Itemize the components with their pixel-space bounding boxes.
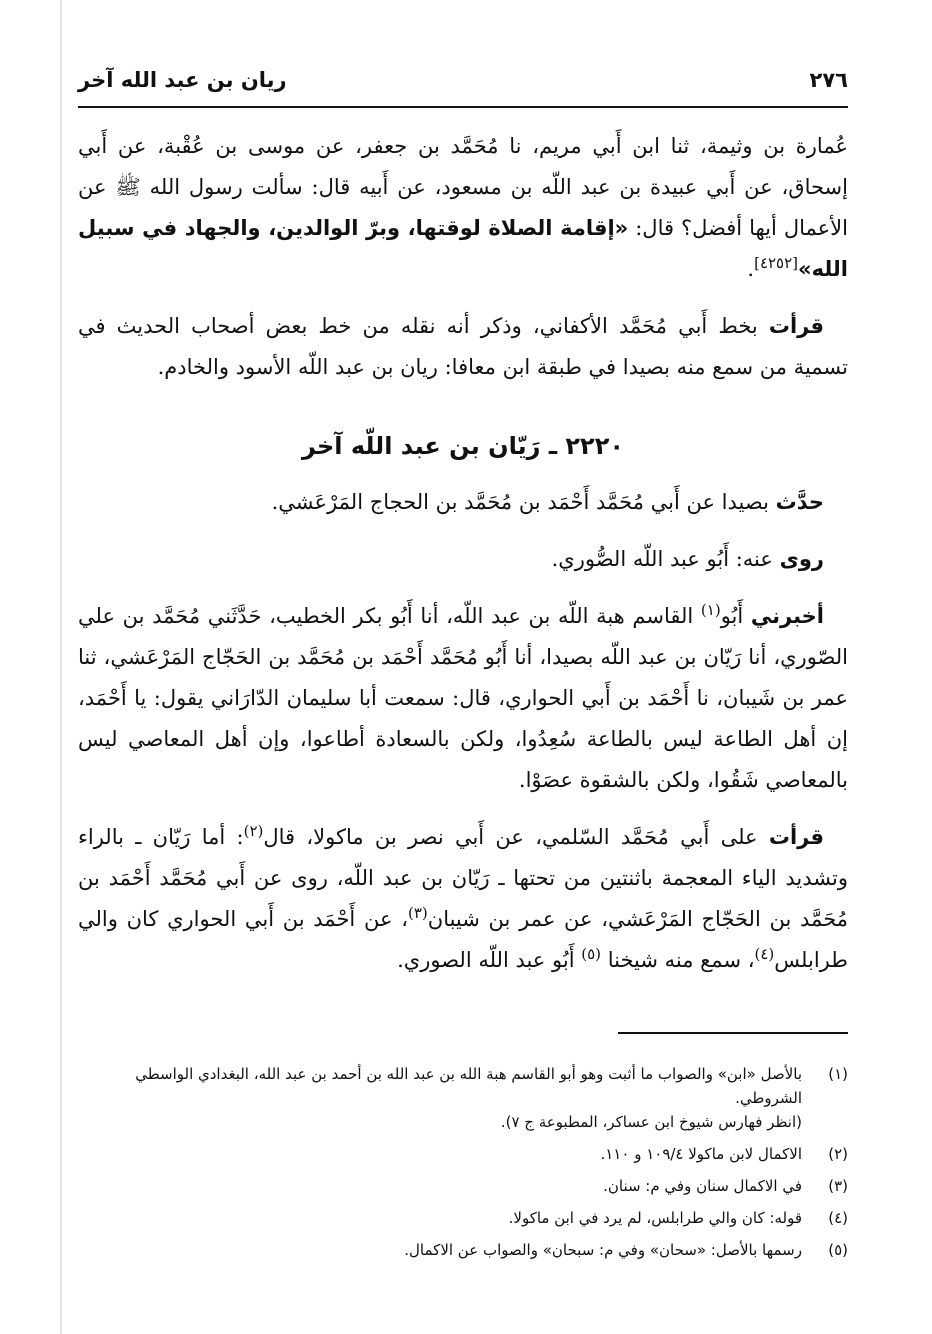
paragraph-end: .: [747, 257, 755, 281]
footnote-ref-3[interactable]: (٣): [407, 904, 428, 922]
paragraph-text: أَبُو عبد اللّه الصوري.: [397, 948, 575, 972]
footnote-text: قوله: كان والي طرابلس، لم يرد في ابن ماكولا.: [508, 1209, 802, 1227]
paragraph-text: ، سمع منه شيخنا: [607, 948, 755, 972]
footnote-text: في الاكمال سنان وفي م: سنان.: [603, 1177, 802, 1195]
lead-word: حدَّث: [775, 490, 824, 514]
page-number: ٢٧٦: [809, 68, 848, 92]
paragraph-text: : أما رَيّان ـ بالراء وتشديد الياء المعجمة باثنتين من تحتها ـ رَيّان بن عبد اللّه، روى عن أَبي مُحَمَّد أَحْمَد بن مُحَمَّد بن الحَجّاج المَرْعَشي، عن عمر بن شيبان: [78, 825, 849, 931]
footnote-5: [78, 1238, 848, 1262]
lead-word: روى: [779, 547, 824, 571]
paragraph-text: ، عن أَحْمَد بن أَبي الحواري كان والي طرابلس: [78, 907, 848, 972]
footnote-ref-2[interactable]: (٢): [243, 822, 264, 840]
footnote-number: (٥): [828, 1241, 848, 1259]
lead-word: قرأت: [768, 825, 824, 849]
hadith-text: «إقامة الصلاة لوقتها، وبرّ الوالدين، والجهاد في سبيل الله»: [78, 216, 848, 281]
header-rule: [78, 106, 848, 108]
footnote-rule: [618, 1032, 848, 1034]
footnote-number: (١): [828, 1065, 848, 1083]
lead-word: قرأت: [768, 314, 824, 338]
footnote-ref-1[interactable]: (١): [700, 601, 721, 619]
hadith-reference: [٤٢٥٢]: [754, 254, 799, 272]
paragraph-text: عنه: أَبُو عبد اللّه الصُّوري.: [551, 547, 773, 571]
paragraph-qarat-1: [78, 306, 848, 388]
paragraph-hadith: [78, 126, 848, 290]
footnote-text: (انظر فهارس شيوخ ابن عساكر، المطبوعة ج ٧).: [500, 1113, 802, 1131]
lead-word: أخبرني: [750, 604, 824, 628]
main-text: [78, 126, 848, 997]
footnote-1: [78, 1062, 848, 1134]
footnote-number: (٤): [828, 1209, 848, 1227]
running-title: ريان بن عبد الله آخر: [78, 68, 287, 92]
footnote-3: [78, 1174, 848, 1198]
footnote-text: رسمها بالأصل: «سحان» وفي م: سبحان» والصواب عن الاكمال.: [404, 1241, 802, 1259]
paragraph-text: على أَبي مُحَمَّد السّلمي، عن أَبي نصر بن ماكولا، قال: [263, 825, 758, 849]
paragraph-text: أَبُو: [720, 604, 744, 628]
footnote-text: بالأصل «ابن» والصواب ما أثبت وهو أبو القاسم هبة الله بن عبد الله بن أحمد بن عبد الله، البغدادي الواسطي الشروطي.: [135, 1065, 802, 1107]
paragraph-qarat-2: [78, 817, 848, 981]
entry-title: ٢٢٢٠ ـ رَيّان بن عبد اللّه آخر: [302, 432, 624, 460]
paragraph-text: عُمارة بن وثيمة، ثنا ابن أَبي مريم، نا مُحَمَّد بن جعفر، عن موسى بن عُقْبة، عن أَبي إسحاق، عن أَبي عبيدة بن عبد اللّه بن مسعود، عن أَبيه قال: سألت رسول الله ﷺ عن الأعمال أيها أفضل؟ قال:: [78, 134, 848, 240]
paragraph-rawa: [78, 539, 848, 580]
scan-margin-line: [60, 0, 62, 1334]
footnote-ref-4[interactable]: (٤): [754, 945, 775, 963]
footnotes: [78, 1062, 848, 1270]
paragraph-text: بصيدا عن أَبي مُحَمَّد أَحْمَد بن مُحَمَّد بن الحجاج المَرْعَشي.: [271, 490, 769, 514]
footnote-2: [78, 1142, 848, 1166]
footnote-text: الاكمال لابن ماكولا ١٠٩/٤ و ١١٠.: [600, 1145, 802, 1163]
footnote-4: [78, 1206, 848, 1230]
running-header: [78, 62, 848, 102]
footnote-number: (٣): [828, 1177, 848, 1195]
footnote-ref-5[interactable]: (٥): [581, 945, 602, 963]
paragraph-text: القاسم هبة اللّه بن عبد اللّه، أنا أَبُو بكر الخطيب، حَدَّثَني مُحَمَّد بن علي الصّوري، أنا رَيّان بن عبد اللّه بصيدا، أنا أَبُو مُحَمَّد أَحْمَد بن مُحَمَّد بن الحَجّاج المَرْعَشي، ثنا عمر بن شَيبان، نا أَحْمَد بن أَبي الحواري، قال: سمعت أبا سليمان الدّارَاني يقول: يا أَحْمَد، إن أهل الطاعة ليس بالطاعة سُعِدُوا، ولكن بالسعادة أطاعوا، وإن أهل المعاصي ليس بالمعاصي شَقُوا، ولكن بالشقوة عصَوْا.: [78, 604, 848, 792]
footnote-number: (٢): [828, 1145, 848, 1163]
paragraph-haddath: [78, 482, 848, 523]
paragraph-text: بخط أَبي مُحَمَّد الأكفاني، وذكر أنه نقله من خط بعض أصحاب الحديث في تسمية من سمع منه بصيدا في طبقة ابن معافا: ريان بن عبد اللّه الأسود والخادم.: [78, 314, 848, 379]
paragraph-akhbarani: [78, 596, 848, 801]
